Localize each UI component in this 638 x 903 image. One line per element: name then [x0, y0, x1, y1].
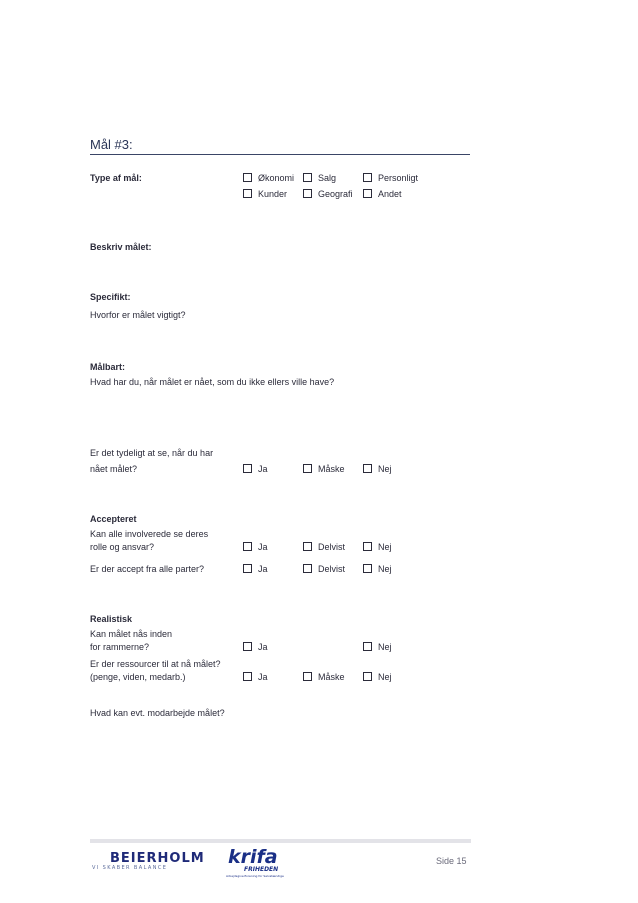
type-of-goal-label: Type af mål:	[90, 173, 142, 183]
accepted-q2-option-nej[interactable]: Nej	[363, 564, 392, 574]
measurable-option-ja[interactable]: Ja	[243, 464, 268, 474]
checkbox-icon[interactable]	[363, 672, 372, 681]
option-okonomi[interactable]: Økonomi	[243, 173, 294, 183]
accepted-q2-option-ja[interactable]: Ja	[243, 564, 268, 574]
realistic-q1-option-ja[interactable]: Ja	[243, 642, 268, 652]
accepted-label: Accepteret	[90, 514, 137, 524]
measurable-question: Hvad har du, når målet er nået, som du ikke ellers ville have?	[90, 377, 335, 387]
page-number: Side 15	[436, 856, 467, 866]
checkbox-icon[interactable]	[363, 564, 372, 573]
realistic-q2-line1: Er der ressourcer til at nå målet?	[90, 659, 221, 669]
specific-label: Specifikt:	[90, 292, 131, 302]
accepted-q1-line2: rolle og ansvar?	[90, 542, 155, 552]
measurable-option-maske[interactable]: Måske	[303, 464, 345, 474]
realistic-q2-option-ja[interactable]: Ja	[243, 672, 268, 682]
accepted-q2-option-delvist[interactable]: Delvist	[303, 564, 345, 574]
checkbox-icon[interactable]	[363, 464, 372, 473]
beierholm-tagline: VI SKABER BALANCE	[92, 865, 168, 871]
checkbox-icon[interactable]	[363, 542, 372, 551]
accepted-q1-option-nej[interactable]: Nej	[363, 542, 392, 552]
checkbox-icon[interactable]	[243, 642, 252, 651]
checkbox-icon[interactable]	[363, 189, 372, 198]
measurable-option-nej[interactable]: Nej	[363, 464, 392, 474]
goal-title: Mål #3:	[90, 137, 470, 155]
accepted-q1-line1: Kan alle involverede se deres	[90, 529, 209, 539]
krifa-tagline: Arbejdsgiverforening for Selvstændige	[226, 874, 284, 878]
specific-question: Hvorfor er målet vigtigt?	[90, 310, 186, 320]
realistic-q2-line2: (penge, viden, medarb.)	[90, 672, 186, 682]
realistic-q2-option-nej[interactable]: Nej	[363, 672, 392, 682]
checkbox-icon[interactable]	[243, 464, 252, 473]
checkbox-icon[interactable]	[243, 672, 252, 681]
beierholm-logo: BEIERHOLM	[110, 851, 205, 866]
checkbox-icon[interactable]	[303, 672, 312, 681]
option-salg[interactable]: Salg	[303, 173, 336, 183]
realistic-q2-option-maske[interactable]: Måske	[303, 672, 345, 682]
counteract-question: Hvad kan evt. modarbejde målet?	[90, 708, 225, 718]
measurable-label: Målbart:	[90, 362, 126, 372]
realistic-q1-option-nej[interactable]: Nej	[363, 642, 392, 652]
option-kunder[interactable]: Kunder	[243, 189, 287, 199]
checkbox-icon[interactable]	[303, 173, 312, 182]
option-personligt[interactable]: Personligt	[363, 173, 418, 183]
krifa-logo: krifa	[228, 846, 278, 868]
checkbox-icon[interactable]	[243, 564, 252, 573]
footer-divider	[90, 839, 471, 843]
checkbox-icon[interactable]	[303, 464, 312, 473]
checkbox-icon[interactable]	[243, 189, 252, 198]
checkbox-icon[interactable]	[363, 173, 372, 182]
krifa-logo-subtitle: FRIHEDEN	[244, 866, 279, 873]
describe-goal-label: Beskriv målet:	[90, 242, 152, 252]
checkbox-icon[interactable]	[303, 542, 312, 551]
checkbox-icon[interactable]	[243, 542, 252, 551]
measurable-clear-question-line2: nået målet?	[90, 464, 138, 474]
measurable-clear-question-line1: Er det tydeligt at se, når du har	[90, 448, 214, 458]
accepted-q1-option-delvist[interactable]: Delvist	[303, 542, 345, 552]
accepted-q1-option-ja[interactable]: Ja	[243, 542, 268, 552]
checkbox-icon[interactable]	[303, 564, 312, 573]
realistic-q1-line1: Kan målet nås inden	[90, 629, 173, 639]
checkbox-icon[interactable]	[303, 189, 312, 198]
checkbox-icon[interactable]	[363, 642, 372, 651]
option-geografi[interactable]: Geografi	[303, 189, 353, 199]
realistic-label: Realistisk	[90, 614, 133, 624]
option-andet[interactable]: Andet	[363, 189, 402, 199]
checkbox-icon[interactable]	[243, 173, 252, 182]
accepted-q2: Er der accept fra alle parter?	[90, 564, 205, 574]
realistic-q1-line2: for rammerne?	[90, 642, 150, 652]
